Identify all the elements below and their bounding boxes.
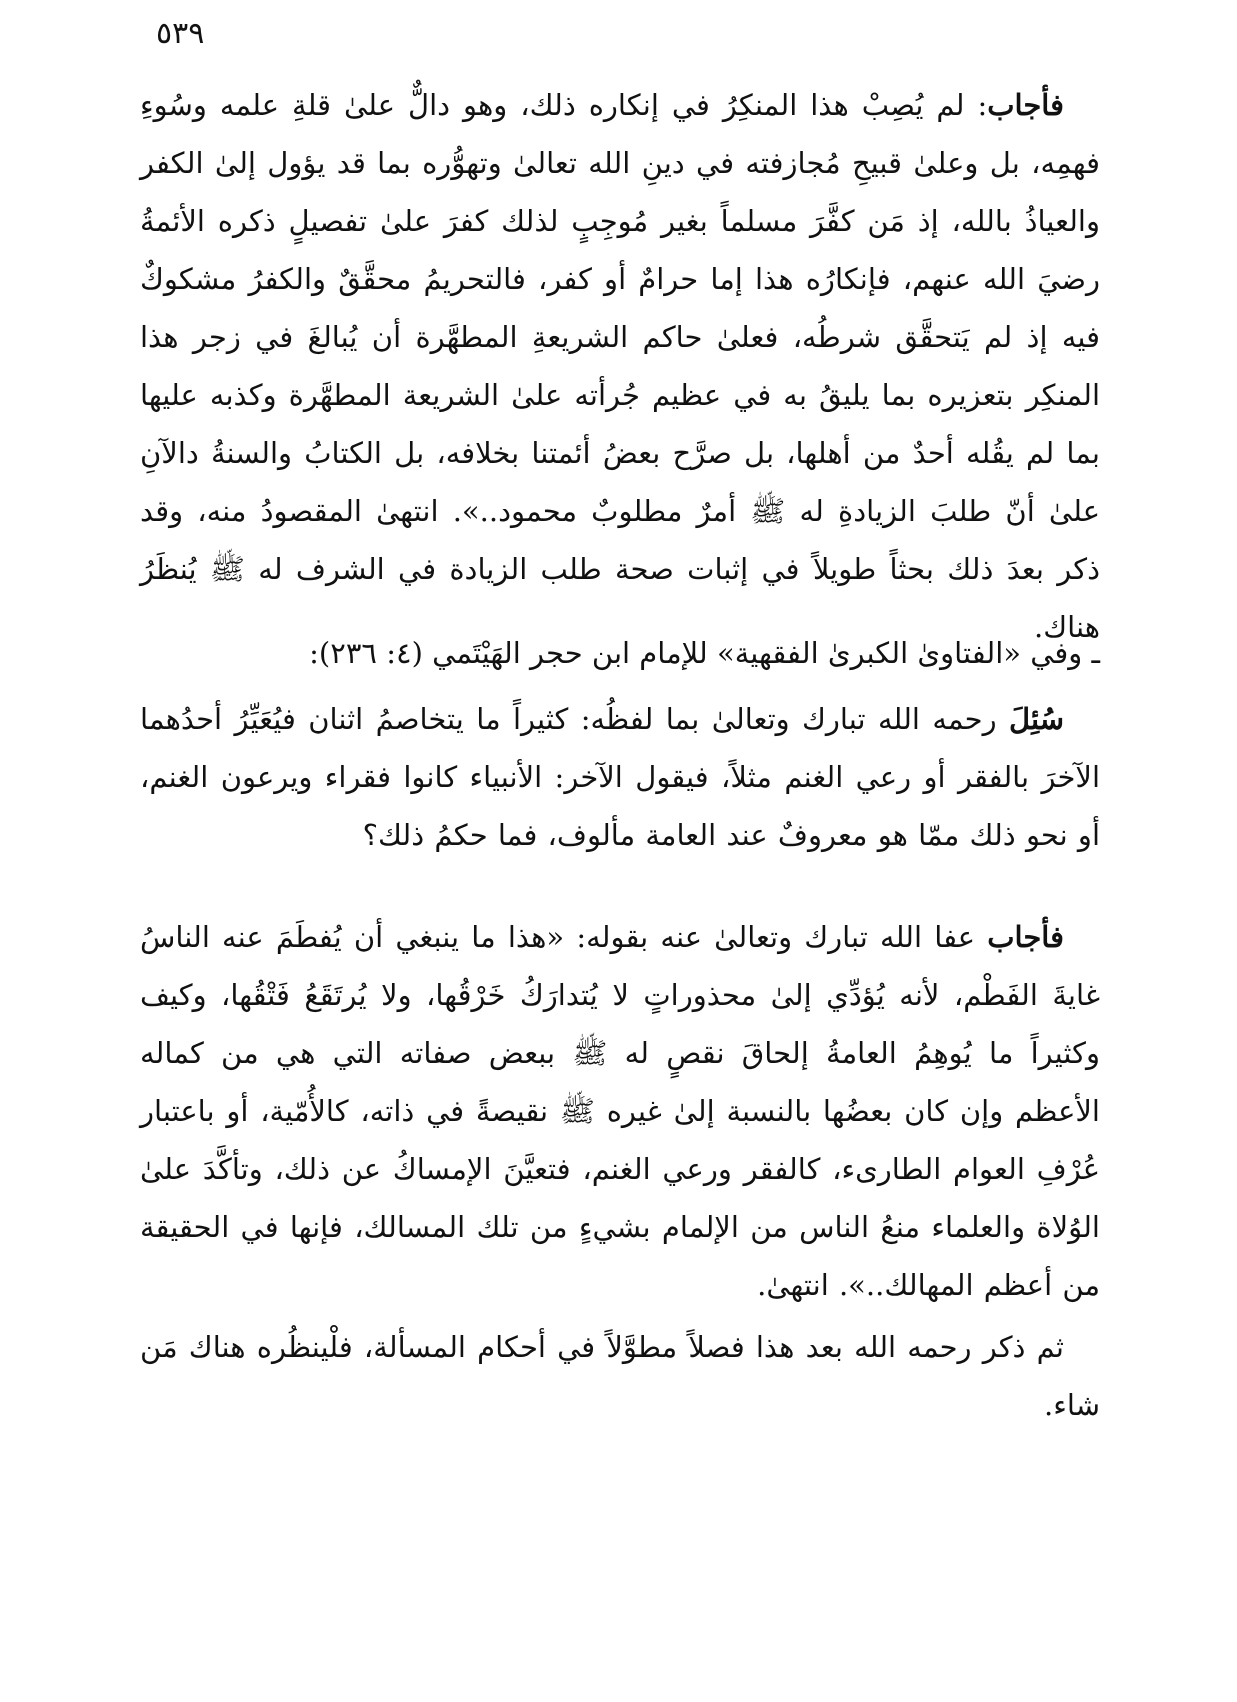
paragraph-lead: سُئِلَ bbox=[1008, 702, 1064, 736]
paragraph-text: رحمه الله تبارك وتعالىٰ بما لفظُه: كثيراً ما يتخاصمُ اثنان فيُعَيِّرُ أحدُهما الآخرَ بالفقر أو رعي الغنم مثلاً، فيقول الآخر: الأنبياء كانوا فقراء ويرعون الغنم، أو نحو ذلك ممّا هو معروفٌ عند العامة مألوف، فما حكمُ ذلك؟ bbox=[140, 702, 1100, 852]
paragraph-body bbox=[140, 690, 1100, 864]
paragraph-body bbox=[140, 1318, 1100, 1434]
paragraph-closing bbox=[140, 1318, 1100, 1434]
paragraph-text: : لم يُصِبْ هذا المنكِرُ في إنكاره ذلك، وهو دالٌّ علىٰ قلةِ علمه وسُوءِ فهمِه، بل وعلىٰ قبيحِ مُجازفته في دينِ الله تعالىٰ وتهوُّره بما قد يؤول إلىٰ الكفر والعياذُ بالله، إذ مَن كفَّرَ مسلماً بغير مُوجِبٍ لذلك كفرَ علىٰ تفصيلٍ ذكره الأئمةُ رضيَ الله عنهم، فإنكارُه هذا إما حرامٌ أو كفر، فالتحريمُ محقَّقٌ والكفرُ مشكوكٌ فيه إذ لم يَتحقَّق شرطُه، فعلىٰ حاكم الشريعةِ المطهَّرة أن يُبالغَ في زجر هذا المنكِر بتعزيره بما يليقُ به في عظيم جُرأته علىٰ الشريعة المطهَّرة وكذبه عليها بما لم يقُله أحدٌ من أهلها، بل صرَّح بعضُ أئمتنا بخلافه، بل الكتابُ والسنةُ دالآنِ علىٰ أنّ طلبَ الزيادةِ له ﷺ أمرٌ مطلوبٌ محمود..». انتهىٰ المقصودُ منه، وقد ذكر بعدَ ذلك بحثاً طويلاً في إثبات صحة طلب الزيادة في الشرف له ﷺ يُنظَرُ هناك. bbox=[140, 88, 1100, 644]
paragraph-body bbox=[140, 76, 1100, 656]
paragraph-answer-1 bbox=[140, 76, 1100, 656]
paragraph-text: ثم ذكر رحمه الله بعد هذا فصلاً مطوَّلاً في أحكام المسألة، فلْينظُره هناك مَن شاء. bbox=[140, 1330, 1100, 1422]
paragraph-answer-2 bbox=[140, 908, 1100, 1314]
source-citation-heading: ـ وفي «الفتاوىٰ الكبرىٰ الفقهية» للإمام ابن حجر الهَيْتَمي (٤: ٢٣٦): bbox=[309, 636, 1100, 670]
paragraph-lead: فأجاب bbox=[987, 88, 1064, 122]
paragraph-question bbox=[140, 690, 1100, 864]
paragraph-lead: فأجاب bbox=[987, 920, 1064, 954]
paragraph-body bbox=[140, 908, 1100, 1314]
paragraph-text: عفا الله تبارك وتعالىٰ عنه بقوله: «هذا ما ينبغي أن يُفطَمَ عنه الناسُ غايةَ الفَطْم، لأنه يُؤدِّي إلىٰ محذوراتٍ لا يُتدارَكُ خَرْقُها، ولا يُرتَقَعُ فَتْقُها، وكيف وكثيراً ما يُوهِمُ العامةُ إلحاقَ نقصٍ له ﷺ ببعض صفاته التي هي من كماله الأعظم وإن كان بعضُها بالنسبة إلىٰ غيره ﷺ نقيصةً في ذاته، كالأُمّية، أو باعتبار عُرْفِ العوام الطارىء، كالفقر ورعي الغنم، فتعيَّنَ الإمساكُ عن ذلك، وتأكَّدَ علىٰ الوُلاة والعلماء منعُ الناس من الإلمام بشيءٍ من تلك المسالك، فإنها في الحقيقة من أعظم المهالك..». انتهىٰ. bbox=[140, 920, 1100, 1302]
page-number: ٥٣٩ bbox=[156, 16, 205, 51]
